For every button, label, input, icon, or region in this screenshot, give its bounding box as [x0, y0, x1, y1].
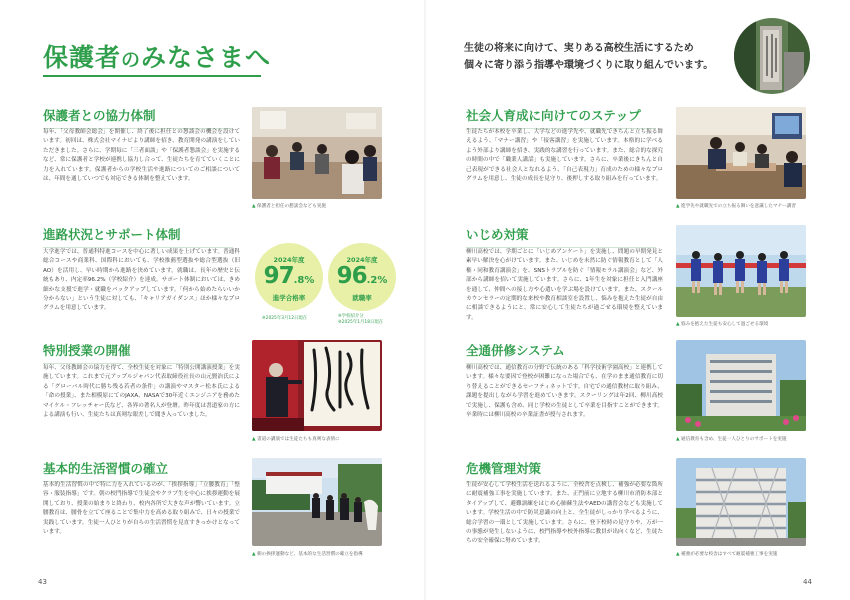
stat-admission-rate: [255, 243, 323, 311]
page-number-left: 43: [38, 578, 47, 586]
caption-bullying: ▲ 悩みを抱えた生徒も安心して過ごせる環境: [676, 321, 768, 327]
stat-employment-note: [338, 314, 383, 326]
stat-employment-decimal: .2: [366, 275, 378, 286]
page-title-main: 保護者: [43, 43, 122, 72]
stat-admission-label: 進学合格率: [272, 294, 306, 302]
page-title: [43, 38, 271, 74]
section-title-cooperation: 保護者との協力体制: [43, 106, 233, 129]
stat-employment-note-1: ※学校紹介分: [338, 314, 364, 319]
section-body-bullying: 柳川高校では、学期ごとに「いじめアンケート」を実施し、問題の早期発見と素早い解決を心がけています。また、いじめを未然に防ぐ情報教育として「人権・同和教育講演会」を、SNSトラブルを防ぐ「情報モラル講演会」など、外部から講師を招いて実施しています。さらに、1年生を対象に担任と入門講座を通して、仲間への接し方や心遣いを学ぶ場を設けています。また、スクールカウンセラーの定期的な来校や教育相談室を設置し、悩みを抱えた生徒が自由に相談できるようにと、常に安心して生徒たちが過ごせる環境を整えています。: [466, 249, 663, 321]
title-underline: [43, 75, 261, 77]
caption-dual: ▲ 通信教育も含め、生徒一人ひとりのサポートを実施: [676, 436, 786, 442]
stat-employment-note-2: ※2025年1月18日現在: [338, 320, 384, 325]
intro-line-1: 生徒の将来に向けて、実りある高校生活にするため: [464, 43, 694, 54]
caption-habits: ▲ 朝の挨拶運動など、基本的な生活習慣の確立を指導: [252, 551, 363, 557]
section-body-risk: 生徒が安心して学校生活を送れるように、全校舎を点検し、補強が必要な箇所に耐震補強工事を実施しています。また、正門前に立地する柳川市消防本部とタイアップして、避難訓練をはじめ心肺蘇生法やAEDの講習会なども実施しています。学校生活の中で防災意識の向上と、全生徒がしっかり学べるように、総合学習の一環として実施しています。さらに、登下校時の見守りや、万が一の事態が発生しないように、校門指導や校外指導に教員が出向くなど、生徒たちの安全確保に努めています。: [466, 482, 663, 545]
caption-risk: ▲ 補強が必要な校舎はすべて耐震補強工事を実施: [676, 551, 777, 557]
stat-employment-year: 2024年度: [346, 256, 378, 264]
stat-admission-decimal: .8: [293, 275, 305, 286]
section-body-lecture: 毎年、父母教師会の協力を得て、全校生徒を対象に「特別公開講演授業」を実施しています。これまで元アップルジャパン代表取締役社長の山元賢治氏による「グローバル時代に勝ち残る若者の条件」の講演やマスター松本氏による「命の授業」、また相模原にてのJAXA、NASAで30年近くエンジニアを務めたマイケル・フレッチャー氏など、各界の著名人が登壇。昨年度は書道家の方による講演も行い、生徒たちは真剣な眼差しで聞き入っていました。: [43, 365, 240, 419]
stat-admission-value: [255, 264, 323, 293]
stat-employment-label: 就職率: [352, 294, 372, 302]
section-title-career: 進路状況とサポート体制: [43, 225, 233, 248]
photo-school-building: [676, 340, 806, 431]
caption-society: ▲ 進学先や就職先での立ち振る舞いを意識したマナー講習: [676, 203, 796, 209]
photo-reinforced-building: [676, 458, 806, 546]
photo-manner-training: [676, 107, 806, 199]
stat-admission-year: 2024年度: [273, 256, 305, 264]
stat-employment-unit: %: [377, 275, 388, 286]
section-body-career: 大学進学では、普通科特進コースを中心に著しい成果を上げています。普通科総合コースや商業科、国際科においても、学校推薦型選抜や総合型選抜（旧AO）を活用し、早い時期から進路を決めています。就職は、長年の歴史と伝統もあり、内定率96.2%（学校紹介）を達成。サポート体制においては、きめ細かな支援で進学・就職をバックアップしています。「何から始めたらいいか分からない」という生徒に対しても、「キャリアガイダンス」ほか様々なプログラムを用意しています。: [43, 249, 240, 312]
photo-greeting-campaign: [252, 458, 382, 546]
caption-lecture: ▲ 書道の講演では生徒たちも真剣な表情に: [252, 436, 340, 442]
section-body-society: 生徒たちが本校を卒業し、大学などの進学先や、就職先できちんと立ち振る舞えるよう、「マナー講習」や「接客講習」を実施しています。本格的に学べるよう外部より講師を招き、実践的な講習を行っています。また、総合的な探究の時間の中で「職業人講話」も実施しています。さらに、卒業後にきちんと自己表現ができる社会人となれるよう、「自己表現力」育成のための様々なプログラムを用意し、生徒の成長を見守り、後押しする取り組みを行っています。: [466, 129, 663, 183]
section-title-habits: 基本的生活習慣の確立: [43, 459, 233, 482]
section-body-cooperation: 毎年、「父母教師会総会」を開催し、終了後に担任との懇談会の機会を設けています。初回は、株式会社マイナビより講師を招き、教育開発の講演をしていただきました。さらに、学期毎に「三者面談」や「保護者懇談会」を実施するなど、常に保護者と学校が連携し協力し合って、生徒たちを育てていくことに力を入れています。保護者からの学校生活や進路についてのご相談については、年間を通していつでも対応できる体制を整えています。: [43, 129, 240, 183]
photo-students-sports: [676, 225, 806, 317]
page-title-rest: みなさまへ: [141, 43, 272, 72]
intro-text: [464, 40, 724, 74]
section-body-habits: 基本的生活習慣の中で特に力を入れているのが、「挨拶指導」「立腰教育」「整容・服装指導」です。朝の校門指導で生徒会やクラブ生を中心に挨拶運動を展開しており、授業の始まりと終わり、校内各所で大きな声が響いています。立腰教育は、腰骨を立てて座ることで集中力を高める取り組みで、日々の授業で実践しています。生徒一人ひとりが自らの生活習慣を見直すきっかけとなっています。: [43, 482, 240, 536]
stat-admission-unit: %: [304, 275, 315, 286]
stat-admission-int: 97: [263, 263, 294, 289]
section-body-dual: 柳川高校では、通信教育の分野で伝統のある「科学技術学園高校」と連携しています。様々な要因で登校が困難になった場合でも、在学のまま通信教育に切り替えることができるセーフティネットです。自宅での通信教材に取り組み、課題を提出しながら学習を進めていきます。スクーリングは年2回、柳川高校で実施し、保護も含め、同じ学校の生徒として卒業を目指すことができます。卒業時には柳川高校の卒業証書が授与されます。: [466, 365, 663, 419]
page-number-right: 44: [803, 578, 812, 586]
stat-employment-value: [328, 264, 396, 293]
stat-employment-rate: [328, 243, 396, 311]
photo-parent-meeting: [252, 107, 382, 199]
section-title-society: 社会人育成に向けてのステップ: [466, 106, 656, 129]
section-title-lecture: 特別授業の開催: [43, 341, 233, 364]
section-title-risk: 危機管理対策: [466, 459, 656, 482]
caption-cooperation: ▲ 保護者と担任の懇談会なども実施: [252, 203, 326, 209]
intro-line-2: 個々に寄り添う指導や環境づくりに取り組んでいます。: [464, 60, 714, 71]
stat-employment-int: 96: [336, 263, 367, 289]
photo-calligraphy-lecture: [252, 340, 382, 431]
section-title-bullying: いじめ対策: [466, 225, 656, 248]
section-title-dual: 全通併修システム: [466, 341, 656, 364]
stat-admission-note: ※2025年3月12日現在: [262, 316, 308, 321]
photo-school-gate: [734, 18, 810, 94]
page-title-particle: の: [121, 49, 142, 71]
